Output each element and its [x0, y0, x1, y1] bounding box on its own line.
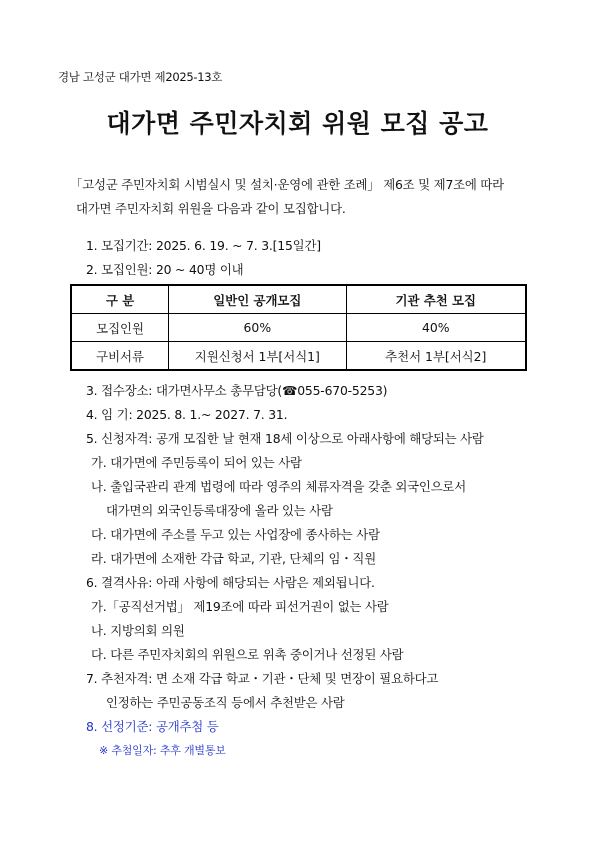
qualification-b-line-2: 대가면의 외국인등록대장에 올라 있는 사람	[106, 503, 333, 518]
recruitment-table	[70, 284, 527, 371]
table-row	[71, 342, 526, 371]
item-term: 4. 임 기: 2025. 8. 1.~ 2027. 7. 31.	[86, 407, 288, 422]
qualification-c: 다. 대가면에 주소를 두고 있는 사업장에 종사하는 사람	[91, 527, 380, 542]
disqualification-a: 가.「공직선거법」 제19조에 따라 피선거권이 없는 사람	[91, 599, 389, 614]
item-recommendation-line-2: 인정하는 주민공동조직 등에서 추천받은 사람	[106, 695, 345, 710]
table-cell: 구비서류	[71, 342, 169, 371]
item-period: 1. 모집기간: 2025. 6. 19. ~ 7. 3.[15일간]	[86, 238, 321, 253]
table-cell: 40%	[346, 314, 526, 342]
draw-date-note: ※ 추첨일자: 추후 개별통보	[99, 744, 226, 757]
page-title: 대가면 주민자치회 위원 모집 공고	[106, 109, 489, 138]
item-disqualification: 6. 결격사유: 아래 사항에 해당되는 사람은 제외됩니다.	[86, 575, 375, 590]
intro-line-2: 대가면 주민자치회 위원을 다음과 같이 모집합니다.	[76, 201, 346, 216]
qualification-b-line-1: 나. 출입국관리 관계 법령에 따라 영주의 체류자격을 갖춘 외국인으로서	[91, 479, 466, 494]
table-cell: 지원신청서 1부[서식1]	[169, 342, 346, 371]
table-cell: 추천서 1부[서식2]	[346, 342, 526, 371]
table-header: 구 분	[71, 285, 169, 314]
table-header: 일반인 공개모집	[169, 285, 346, 314]
item-selection: 8. 선정기준: 공개추첨 등	[86, 719, 219, 734]
item-recommendation-line-1: 7. 추천자격: 면 소재 각급 학교・기관・단체 및 면장이 필요하다고	[86, 671, 439, 686]
table-cell: 60%	[169, 314, 346, 342]
table-row	[71, 314, 526, 342]
table-header-row	[71, 285, 526, 314]
document-number: 경남 고성군 대가면 제2025-13호	[58, 70, 223, 84]
table-header: 기관 추천 모집	[346, 285, 526, 314]
item-count: 2. 모집인원: 20 ~ 40명 이내	[86, 262, 244, 277]
disqualification-b: 나. 지방의회 의원	[91, 623, 185, 638]
intro-line-1: 「고성군 주민자치회 시범실시 및 설치·운영에 관한 조례」 제6조 및 제7조에 따라	[70, 177, 504, 192]
item-place: 3. 접수장소: 대가면사무소 총무담당(☎055-670-5253)	[86, 383, 388, 398]
qualification-a: 가. 대가면에 주민등록이 되어 있는 사람	[91, 455, 302, 470]
disqualification-c: 다. 다른 주민자치회의 위원으로 위촉 중이거나 선정된 사람	[91, 647, 404, 662]
table-cell: 모집인원	[71, 314, 169, 342]
item-qualification: 5. 신청자격: 공개 모집한 날 현재 18세 이상으로 아래사항에 해당되는 사람	[86, 431, 484, 446]
qualification-d: 라. 대가면에 소재한 각급 학교, 기관, 단체의 임・직원	[91, 551, 376, 566]
